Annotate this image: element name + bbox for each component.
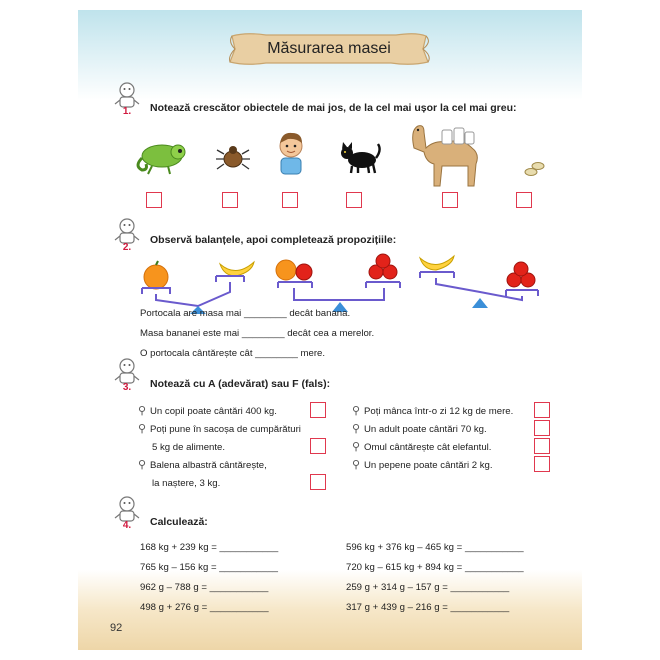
banana-icon [220,262,254,276]
orange-icon [276,260,296,280]
exercise-number: 3. [122,382,132,393]
exercise-number: 4. [122,520,132,531]
statement-left-3b: la naștere, 3 kg. [152,478,221,489]
statement-right-3: Omul cântărește cât elefantul. [364,442,492,453]
exercise-4-badge [114,494,140,534]
order-box-5[interactable] [442,192,458,208]
calc-right-3: 259 g + 314 g – 157 g = ___________ [346,582,510,593]
exercise-2-badge [114,216,140,256]
orange-icon [144,261,168,289]
statement-right-4: Un pepene poate cântări 2 kg. [364,460,493,471]
sentence-1: Portocala are masa mai ________ decât banana. [140,308,351,319]
pin-icon: ⚲ [352,405,361,417]
exercise-2-instruction: Observă balanțele, apoi completează propozițiile: [150,234,397,246]
pin-icon: ⚲ [138,405,147,417]
beetle-icon [216,144,250,172]
order-box-2[interactable] [222,192,238,208]
tf-box-right-1[interactable] [534,402,550,418]
statement-right-1: Poți mânca într-o zi 12 kg de mere. [364,406,514,417]
tf-box-right-4[interactable] [534,456,550,472]
statement-left-3: Balena albastră cântărește, [150,460,267,471]
tf-box-left-1[interactable] [310,402,326,418]
balance-3 [416,250,548,316]
statement-left-1: Un copil poate cântări 400 kg. [150,406,277,417]
tf-box-right-2[interactable] [534,420,550,436]
tf-box-left-3[interactable] [310,474,326,490]
apples-icon [369,254,397,279]
balance-1 [132,252,264,314]
exercise-3-badge [114,356,140,396]
banana-icon [420,256,454,270]
order-box-3[interactable] [282,192,298,208]
pin-icon: ⚲ [352,441,361,453]
exercise-1-badge [114,80,140,120]
pin-icon: ⚲ [352,459,361,471]
boy-icon [276,130,306,176]
calc-right-2: 720 kg – 615 kg + 894 kg = ___________ [346,562,524,573]
calc-left-3: 962 g – 788 g = ___________ [140,582,269,593]
pin-icon: ⚲ [138,423,147,435]
camel-icon [404,118,486,188]
statement-left-2b: 5 kg de alimente. [152,442,226,453]
page-title: Măsurarea masei [267,40,391,57]
calc-left-2: 765 kg – 156 kg = ___________ [140,562,278,573]
apples-icon [507,262,535,287]
order-box-1[interactable] [146,192,162,208]
chameleon-icon [134,140,190,176]
balance-2 [272,250,408,314]
pin-icon: ⚲ [138,459,147,471]
exercise-number: 1. [122,106,132,117]
exercise-number: 2. [122,242,132,253]
statement-right-2: Un adult poate cântări 70 kg. [364,424,487,435]
pin-icon: ⚲ [352,423,361,435]
calc-right-1: 596 kg + 376 kg – 465 kg = ___________ [346,542,524,553]
exercise-3-instruction: Notează cu A (adevărat) sau F (fals): [150,378,331,390]
seeds-icon [524,160,546,178]
statement-left-2: Poți pune în sacoșa de cumpărături [150,424,301,435]
page-number: 92 [110,622,123,634]
tf-box-right-3[interactable] [534,438,550,454]
calc-left-4: 498 g + 276 g = ___________ [140,602,269,613]
exercise-4-instruction: Calculează: [150,516,208,528]
order-box-4[interactable] [346,192,362,208]
sentence-3: O portocala cântărește cât ________ mere. [140,348,326,359]
calc-left-1: 168 kg + 239 kg = ___________ [140,542,279,553]
tf-box-left-2[interactable] [310,438,326,454]
apple-icon [296,264,312,280]
exercise-1-instruction: Notează crescător obiectele de mai jos, de la cel mai ușor la cel mai greu: [150,102,517,114]
order-box-6[interactable] [516,192,532,208]
calc-right-4: 317 g + 439 g – 216 g = ___________ [346,602,510,613]
workbook-page [78,10,582,650]
sentence-2: Masa bananei este mai ________ decât cea a merelor. [140,328,375,339]
cat-icon [338,140,382,174]
title-banner [226,32,432,66]
